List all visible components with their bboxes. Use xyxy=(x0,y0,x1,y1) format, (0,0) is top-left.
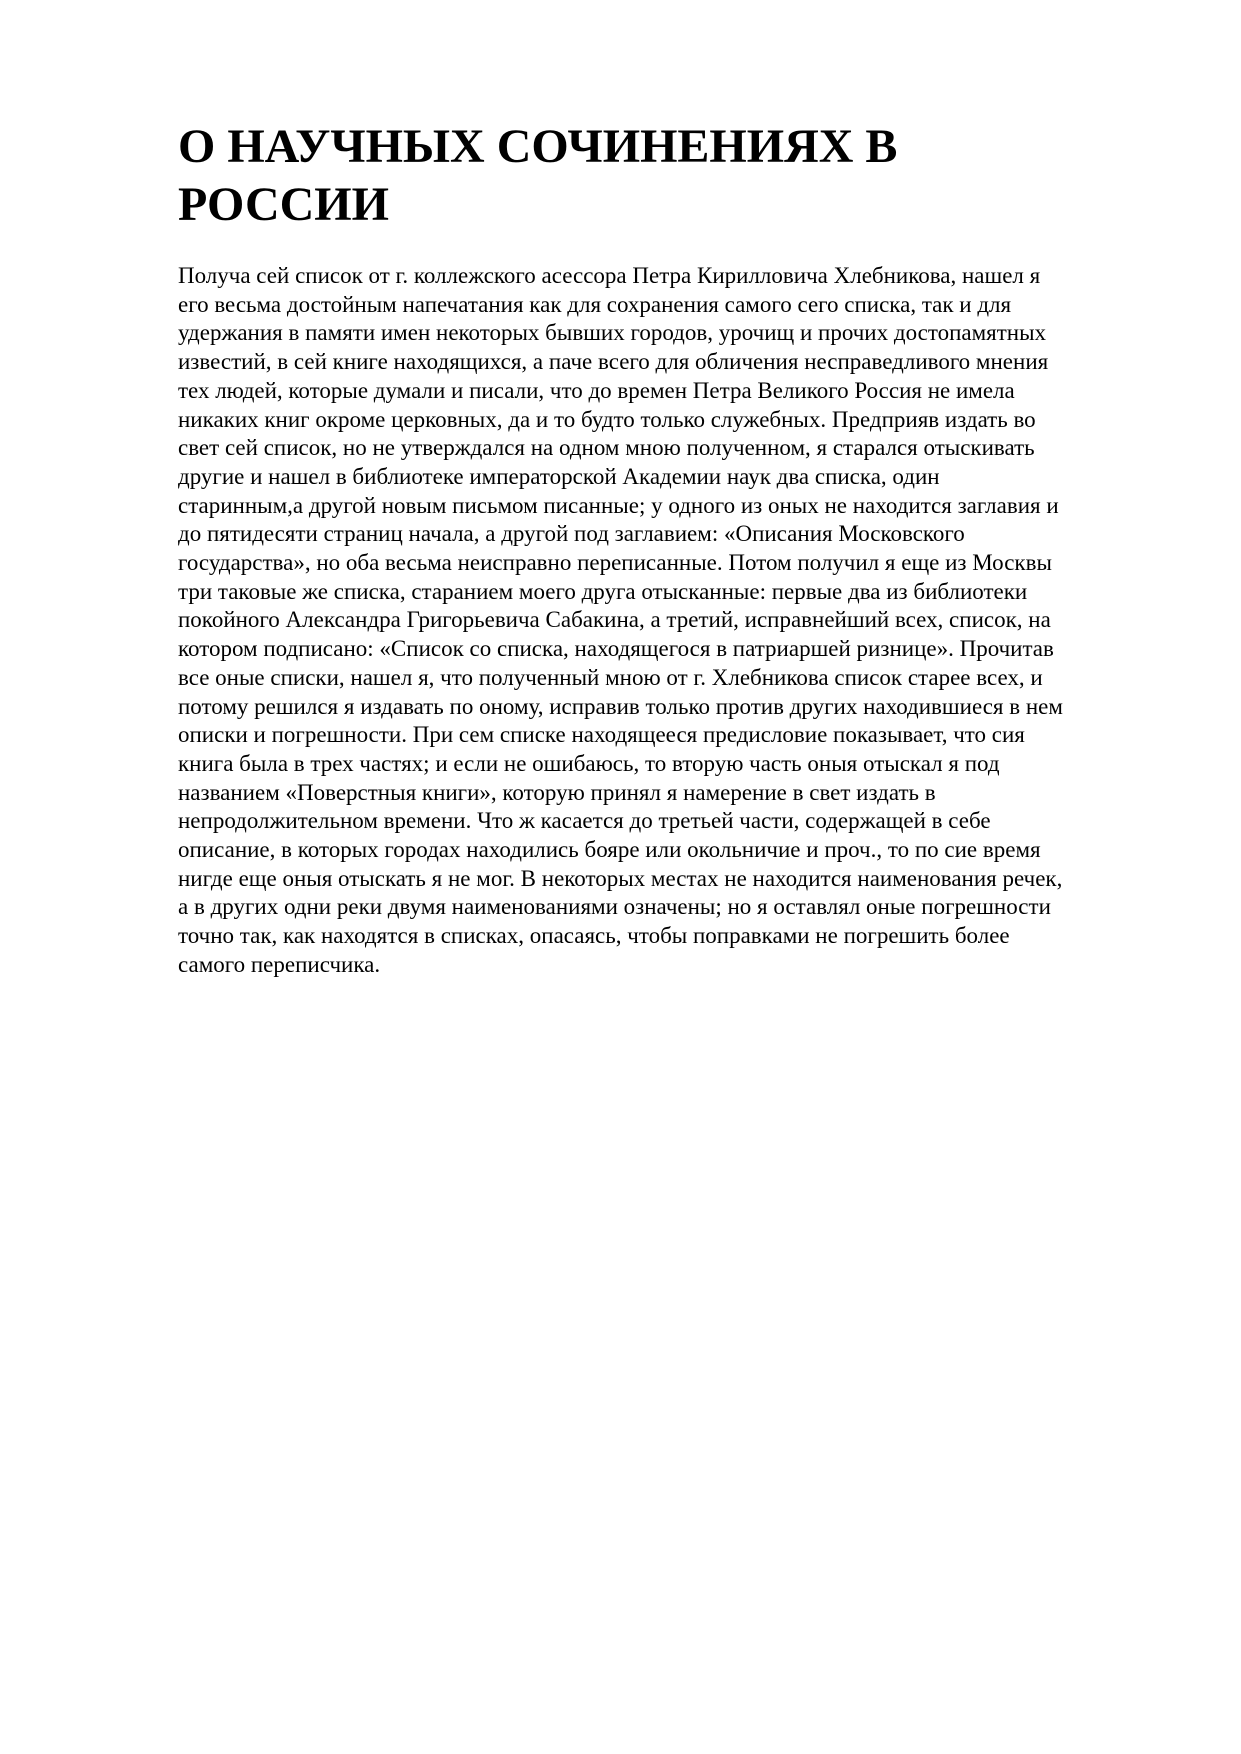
body-paragraph xyxy=(178,262,1178,980)
paragraph-line: удержания в памяти имен некоторых бывших городов, урочищ и прочих достопамятных xyxy=(178,320,1047,346)
paragraph-line: нигде еще оныя отыскать я не мог. В некоторых местах не находится наименования речек, xyxy=(178,865,1063,891)
paragraph-line: государства», но оба весьма неисправно переписанные. Потом получил я еще из Москвы xyxy=(178,550,1052,576)
paragraph-line: описки и погрешности. При сем списке находящееся предисловие показывает, что сия xyxy=(178,722,1025,748)
paragraph-line: старинным,а другой новым письмом писанные; у одного из оных не находится заглавия и xyxy=(178,492,1059,518)
paragraph-line: все оные списки, нашел я, что полученный мною от г. Хлебникова список старее всех, и xyxy=(178,664,1043,690)
title-line: РОССИИ xyxy=(178,178,389,231)
paragraph-line: самого переписчика. xyxy=(178,951,381,977)
paragraph-line: другие и нашел в библиотеке императорской Академии наук два списка, один xyxy=(178,463,940,489)
paragraph-line: точно так, как находятся в списках, опасаясь, чтобы поправками не погрешить более xyxy=(178,923,1010,949)
paragraph-line: а в других одни реки двумя наименованиями означены; но я оставлял оные погрешности xyxy=(178,894,1051,920)
paragraph-line: свет сей список, но не утверждался на одном мною полученном, я старался отыскивать xyxy=(178,435,1035,461)
paragraph-line: названием «Поверстныя книги», которую принял я намерение в свет издать в xyxy=(178,779,936,805)
document-title xyxy=(178,118,1078,234)
paragraph-line: три таковые же списка, старанием моего друга отысканные: первые два из библиотеки xyxy=(178,578,1028,604)
paragraph-line: книга была в трех частях; и если не ошибаюсь, то вторую часть оныя отыскал я под xyxy=(178,750,1000,776)
paragraph-line: его весьма достойным напечатания как для сохранения самого сего списка, так и для xyxy=(178,291,1012,317)
paragraph-line: описание, в которых городах находились бояре или окольничие и проч., то по сие время xyxy=(178,837,1041,863)
paragraph-line: до пятидесяти страниц начала, а другой под заглавием: «Описания Московского xyxy=(178,521,965,547)
paragraph-line: никаких книг окроме церковных, да и то будто только служебных. Предприяв издать во xyxy=(178,406,1036,432)
paragraph-line: покойного Александра Григорьевича Сабакина, а третий, исправнейший всех, список, на xyxy=(178,607,1051,633)
paragraph-line: известий, в сей книге находящихся, а паче всего для обличения несправедливого мнения xyxy=(178,349,1049,375)
paragraph-line: Получа сей список от г. коллежского асессора Петра Кирилловича Хлебникова, нашел я xyxy=(178,263,1041,288)
title-line: О НАУЧНЫХ СОЧИНЕНИЯХ В xyxy=(178,120,898,173)
paragraph-line: непродолжительном времени. Что ж касается до третьей части, содержащей в себе xyxy=(178,808,991,834)
paragraph-line: потому решился я издавать по оному, исправив только против других находившиеся в нем xyxy=(178,693,1063,719)
paragraph-line: котором подписано: «Список со списка, находящегося в патриаршей ризнице». Прочитав xyxy=(178,636,1054,662)
paragraph-line: тех людей, которые думали и писали, что до времен Петра Великого Россия не имела xyxy=(178,377,1015,403)
